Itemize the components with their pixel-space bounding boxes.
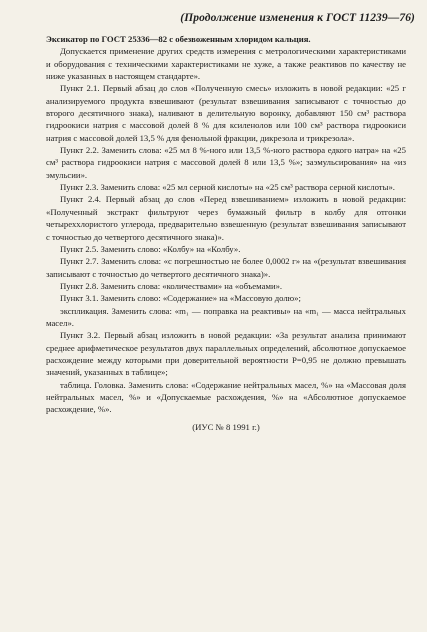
- paragraph-1: Эксикатор по ГОСТ 25336—82 с обезвоженным хлоридом кальция.: [46, 34, 311, 44]
- paragraph-9: Пункт 2.8. Заменить слова: «количествами» на «объемами».: [60, 280, 283, 291]
- paragraph-12: Пункт 3.2. Первый абзац изложить в новой редакции: «За результат анализа принимают среднее арифметическое результатов двух параллельных определений, абсолютное допускаемое расхождение между которыми при доверительной вероятности P=0,95 не должно превышать значений, указанных в таблице»;: [46, 330, 406, 378]
- paragraph-10: Пункт 3.1. Заменить слово: «Содержание» на «Массовую долю»;: [60, 293, 301, 304]
- page-header: (Продолжение изменения к ГОСТ 11239—76): [180, 12, 415, 24]
- paragraph-13: таблица. Головка. Заменить слова: «Содержание нейтральных масел, %» на «Массовая доля нейтральных масел, %» и «Допускаемые расхождения, %» на «Абсолютное допускаемое расхождение, %».: [46, 379, 406, 415]
- paragraph-11: экспликация. Заменить слова: «m₁ — поправка на реактивы» на «m₁ — масса нейтральных масел».: [46, 305, 406, 328]
- paragraph-6: Пункт 2.4. Первый абзац до слов «Перед взвешиванием» изложить в новой редакции: «Полученный экстракт фильтруют через бумажный фильтр в колбу для отгонки четыреххлористого углерода, предварительно взвешенную (результат взвешивания записывают с точностью до четвертого десятичного знака)».: [46, 194, 406, 242]
- paragraph-4: Пункт 2.2. Заменить слова: «25 мл 8 %-ного или 13,5 %-ного раствора едкого натра» на «25 см³ раствора гидроокиси натрия с массовой долей 8 или 13,5 %»; заэмульсирования» на «из эмульсии».: [46, 145, 406, 180]
- source-reference: (ИУС № 8 1991 г.): [192, 421, 260, 432]
- paragraph-7: Пункт 2.5. Заменить слово: «Колбу» на «Колбу».: [60, 243, 241, 254]
- paragraph-2: Допускается применение других средств измерения с метрологическими характеристиками и оборудования с техническими характеристиками не хуже, а также реактивов по качеству не ниже указанных в настоящем стандарте».: [46, 46, 406, 82]
- paragraph-8: Пункт 2.7. Заменить слова: «с погрешностью не более 0,0002 г» на «(результат взвешивания записывают с точностью до четвертого десятичного знака)».: [46, 256, 406, 279]
- paragraph-3: Пункт 2.1. Первый абзац до слов «Полученную смесь» изложить в новой редакции: «25 г анализируемого продукта взвешивают (результат взвешивания записывают с точностью до второго десятичного знака), наливают в делительную воронку, добавляют 150 см³ раствора гидроокиси натрия с массовой долей 8 % для ксиленолов или 100 см³ раствора гидроокиси натрия с массовой долей 13,5 % для фенольной фракции, дикрезола и трикрезола».: [46, 83, 406, 143]
- paragraph-5: Пункт 2.3. Заменить слова: «25 мл серной кислоты» на «25 см³ раствора серной кислоты».: [60, 182, 395, 193]
- document-body: [46, 33, 406, 433]
